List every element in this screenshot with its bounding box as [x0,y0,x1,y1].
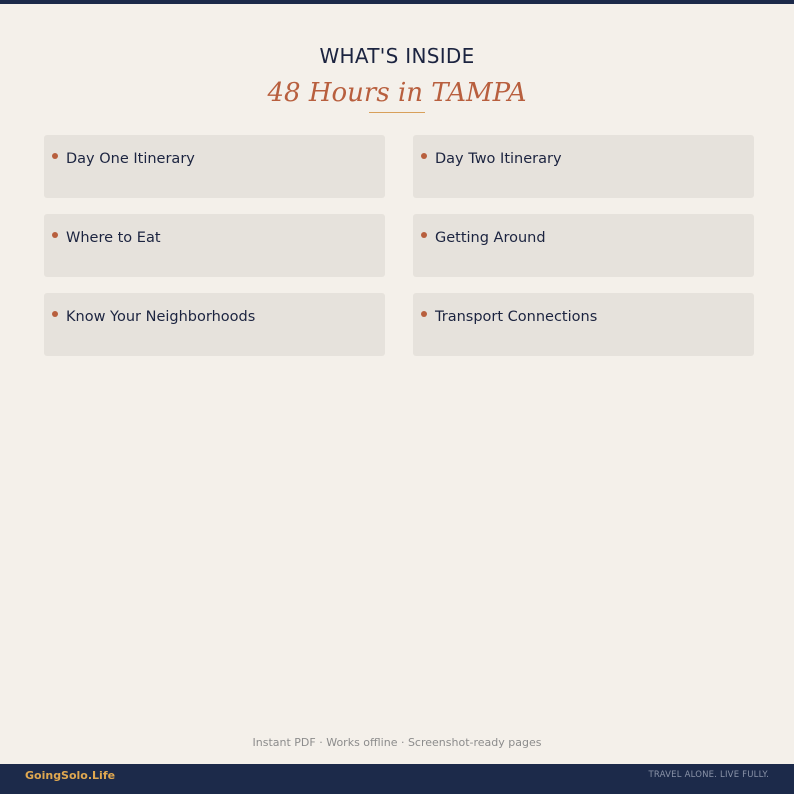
contents-grid [44,135,754,356]
bullet-icon [421,311,427,317]
page-header [0,44,794,113]
contents-item-day-one [44,135,385,198]
page-footer [0,764,794,794]
title-underline [369,112,425,113]
bullet-icon [421,232,427,238]
feature-footnote: Instant PDF · Works offline · Screenshot-ready pages [252,736,542,749]
section-kicker: WHAT'S INSIDE [319,44,475,68]
bullet-icon [52,153,58,159]
contents-item-label: Transport Connections [435,309,598,325]
contents-item-day-two [413,135,754,198]
contents-item-getting-around [413,214,754,277]
guide-title: 48 Hours in TAMPA [267,78,527,108]
contents-item-label: Where to Eat [66,230,161,246]
bullet-icon [52,311,58,317]
contents-item-transport [413,293,754,356]
brand-logo-text[interactable]: GoingSolo.Life [25,769,116,782]
contents-item-label: Day One Itinerary [66,151,195,167]
bullet-icon [421,153,427,159]
contents-item-where-to-eat [44,214,385,277]
top-accent-bar [0,0,794,4]
contents-item-label: Day Two Itinerary [435,151,562,167]
bullet-icon [52,232,58,238]
brand-tagline: TRAVEL ALONE. LIVE FULLY. [648,770,769,780]
contents-item-neighborhoods [44,293,385,356]
contents-item-label: Know Your Neighborhoods [66,309,256,325]
contents-item-label: Getting Around [435,230,546,246]
